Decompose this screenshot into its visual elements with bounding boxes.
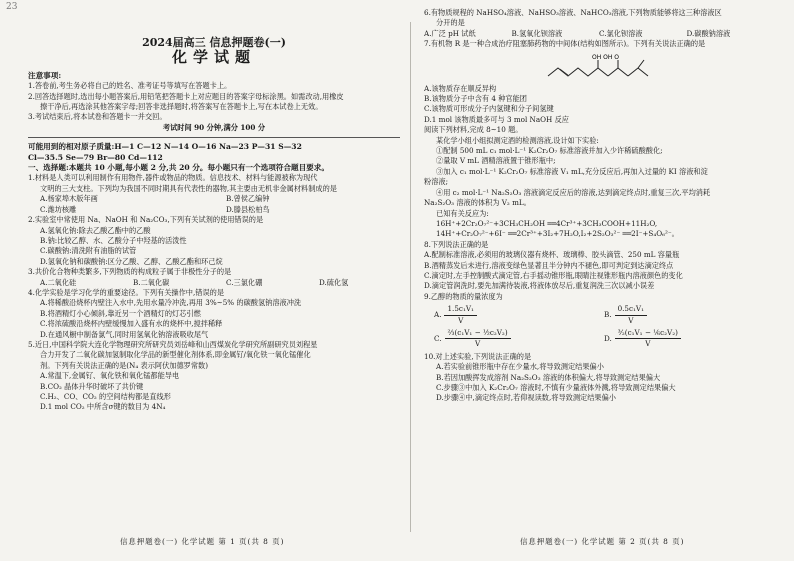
material-line: 16H⁺+2Cr₂O₇²⁻+3CH₃CH₂OH ══4Cr³⁺+3CH₃COOH+11H₂O, (436, 218, 658, 228)
material-line: ①配制 500 mL c₁ mol·L⁻¹ K₂Cr₂O₇ 标准溶液并加入少许稀硫酸酸化; (436, 146, 663, 156)
left-questions (28, 173, 400, 412)
question-text: 4.化学实验是学习化学的重要途径。下列有关操作中,错误的是 (28, 287, 225, 297)
question-text: 合力开发了二氧化碳加氢制取化学品的新型催化剂体系,即金属钌/氧化铁一氧化锰催化 (40, 350, 311, 360)
question-7 (424, 39, 774, 125)
exam-title: 2024届高三 信息押题卷(一) (142, 36, 286, 49)
material-block (424, 136, 774, 240)
material-line: ②量取 V mL 酒精溶液置于锥形瓶中; (436, 156, 556, 166)
note-line: 擦干净后,再选涂其他答案字母;回答非选择题时,将答案写在答题卡上,写在本试卷上无效。 (40, 102, 323, 112)
option: D.氢氧化钠和碳酸钠:区分乙酸、乙醇、乙酸乙酯和环己烷 (40, 256, 223, 266)
option: D.碳酸钠溶液 (686, 28, 731, 38)
option: B.酒精蒸发后未进行,溶液变绿色显著且半分钟内不褪色,即可判定到达滴定终点 (424, 260, 674, 270)
option: C.步骤③中加入 K₂Cr₂O₇ 溶液时,不慎有少量液体外溅,将导致测定结果偏大 (436, 383, 676, 392)
notes-block (28, 71, 400, 133)
material-intro: 阅读下列材料,完成 8~10 题。 (424, 125, 523, 135)
option: C.氯化钡溶液 (599, 28, 643, 38)
atomic-masses-line1: 可能用到的相对原子质量:H—1 C—12 N—14 O—16 Na—23 P—31 S—32 (28, 142, 302, 152)
formula-option-a: A. 1.5c₁V₁ V (434, 304, 604, 326)
exam-subject: 化学试题 (171, 48, 256, 67)
question-3 (28, 267, 400, 288)
question-5 (28, 340, 400, 413)
question-4 (28, 288, 400, 340)
corner-mark: 23 (6, 2, 18, 12)
option: A.该物质存在顺反异构 (424, 83, 497, 93)
option: D.步骤④中,滴定终点时,若仰视读数,将导致测定结果偏小 (436, 393, 616, 403)
note-line: 2.回答选择题时,选出每小题答案后,用铅笔把答题卡上对应题目的答案字母标涂黑。如需改动,用橡皮 (28, 91, 344, 101)
material-line: 粉溶液; (424, 177, 448, 187)
option: D.硫化氢 (319, 277, 349, 287)
option: A.杨家埠木版年画 (40, 194, 98, 204)
material-line: ③加入 c₁ mol·L⁻¹ K₂Cr₂O₇ 标准溶液 V₁ mL,充分反应后,再加入过量的 KI 溶液和淀 (436, 166, 708, 176)
options (28, 298, 400, 340)
option: B.二氧化碳 (133, 277, 170, 287)
material-line: 已知有关反应为: (436, 208, 489, 218)
option: A.常温下,金属钌、氧化铁和氧化锰都能导电 (40, 371, 180, 381)
formula-option-c: C. ⅔(c₁V₁ − ½c₂V₂) V (434, 328, 604, 350)
option: B.CO₂ 晶体升华时破坏了共价键 (40, 381, 144, 391)
note-line: 1.答卷前,考生务必将自己的姓名、准考证号等填写在答题卡上。 (28, 81, 232, 91)
question-text: 1.材料是人类可以利用制作有用物件,器件或物品的物质。信息技术、材料与能源被称为现代 (28, 173, 318, 183)
option: D.在通风橱中制备氯气,同时用氢氧化钠溶液吸收尾气 (40, 329, 209, 339)
option: C.滴定时,左手控制酸式滴定管,右手摇动锥形瓶,眼睛注视锥形瓶内溶液颜色的变化 (424, 270, 683, 280)
option: C.H₂、CO、CO₂ 的空间结构都是直线形 (40, 392, 171, 401)
option: B.曾侯乙编钟 (226, 194, 270, 204)
option: C.三氯化硼 (226, 277, 263, 287)
question-6 (424, 8, 774, 39)
question-text: 7.有机物 R 是一种合成治疗阻塞肺药物的中间体(结构如图所示)。下列有关说法正确的是 (424, 39, 706, 49)
question-text: 2.实验室中常使用 Na、NaOH 和 Na₂CO₃,下列有关试剂的使用错误的是 (28, 215, 264, 225)
question-9 (424, 292, 774, 350)
option: C.碳酸钠:清洗附有油脂的试管 (40, 246, 137, 256)
question-text: 9.乙醇的物质的量浓度为 (424, 291, 503, 301)
divider-line (28, 137, 400, 138)
option: D.滕县松柏鸟 (226, 204, 270, 214)
note-line: 3.考试结束后,将本试卷和答题卡一并交回。 (28, 112, 167, 122)
options (28, 226, 400, 268)
option: B.该物质分子中含有 4 种官能团 (424, 94, 527, 104)
question-1 (28, 173, 400, 215)
option: D.1 mol CO₂ 中所含σ键的数目为 4N₄ (40, 402, 166, 412)
option: B.氢氧化钡溶液 (511, 28, 563, 38)
question-text: 分开的是 (436, 18, 465, 28)
options (28, 371, 400, 413)
material-line: 某化学小组小组拟测定酒的检测溶液,设计如下实验: (436, 135, 599, 145)
question-text: 剂。下列有关说法正确的是(N₄ 表示阿伏加德罗常数) (40, 360, 209, 370)
footer-left: 信息押题卷(一) 化学试题 第 1 页(共 8 页) (120, 537, 285, 546)
atomic-masses-line2: Cl—35.5 Se—79 Br—80 Cd—112 (28, 152, 163, 162)
molecule-structure-icon (544, 52, 654, 82)
question-text: 8.下列说法正确的是 (424, 239, 489, 249)
question-text: 3.共价化合物种类繁多,下列物质的构成粒子属于非极性分子的是 (28, 267, 232, 277)
option: A.若实验前锥形瓶中存在少量水,将导致测定结果偏小 (436, 362, 604, 372)
formula-option-b: B. 0.5c₁V₁ V (604, 304, 774, 326)
option: B.将酒精灯小心倾斜,靠近另一个酒精灯的灯芯引燃 (40, 308, 201, 318)
option: D.1 mol 该物质最多可与 3 mol NaOH 反应 (424, 114, 569, 124)
option: C.潍坊核雕 (40, 204, 77, 214)
question-text: 5.近日,中国科学院大连化学物理研究所研究员刘岳峰和山西煤炭化学研究所副研究员刘程星 (28, 339, 318, 349)
section-heading: 一、选择题:本题共 10 小题,每小题 2 分,共 20 分。每小题只有一个选项符合题目要求。 (28, 163, 329, 173)
formula-option-d: D. ³⁄₂(c₁V₁ − ⅙c₂V₂) V (604, 328, 774, 350)
notes-heading: 注意事项: (28, 70, 62, 80)
column-divider (410, 22, 411, 532)
right-column (424, 8, 774, 404)
question-8 (424, 240, 774, 292)
question-text: 6.有物质规程的 NaHSO₄溶液、NaHSO₃溶液、NaHCO₃溶液,下列物质能够将这三种溶液区 (424, 8, 722, 17)
option: A.广泛 pH 试纸 (424, 28, 476, 38)
options (28, 278, 400, 288)
material-line: Na₂S₂O₃ 溶液的体积为 V₂ mL。 (424, 198, 531, 208)
option: A.氢氧化钠:除去乙酸乙酯中的乙酸 (40, 225, 151, 235)
material-line: 14H⁺+Cr₂O₇²⁻+6I⁻ ══2Cr³⁺+3I₂+7H₂O,I₂+2S₂O₃²⁻ ══2I⁻+S₄O₆²⁻。 (436, 229, 679, 239)
material-line: ④用 c₂ mol·L⁻¹ Na₂S₂O₃ 溶液滴定反应后的溶液,达到滴定终点时,重复三次,平均消耗 (436, 187, 711, 197)
exam-time: 考试时间 90 分钟,满分 100 分 (162, 122, 266, 132)
molecule-label: OH OH O (592, 53, 620, 61)
question-10 (424, 352, 774, 404)
question-2 (28, 215, 400, 267)
option: B.钠:比较乙醇、水、乙酸分子中羟基的活泼性 (40, 235, 187, 245)
option: A.将稀酸沿烧杯内壁注入水中,先用水量冷冲洗,再用 3%~5% 的碳酸氢钠溶液冲洗 (40, 298, 302, 308)
footer-right: 信息押题卷(一) 化学试题 第 2 页(共 8 页) (520, 537, 685, 546)
question-text: 10.对上述实验,下列说法正确的是 (424, 351, 532, 361)
left-column (28, 8, 400, 413)
option: C.该物质可形成分子内氢键和分子间氢键 (424, 104, 554, 114)
option: A.配制标准溶液,必须用的玻璃仪器有烧杯、玻璃棒、胶头滴管、250 mL 容量瓶 (424, 250, 680, 260)
option: A.二氧化硅 (40, 277, 77, 287)
option: C.将浓硫酸沿烧杯内壁缓慢加入盛有水的烧杯中,搅拌稀释 (40, 319, 223, 329)
question-text: 文明的三大支柱。下列均为我国不同时期具有代表性的器物,其主要由无机非金属材料制成的是 (40, 183, 337, 193)
options (28, 194, 400, 215)
option: D.滴定管润洗时,要先加满待装液,将液体放尽后,重复润洗三次以减小误差 (424, 281, 655, 291)
option: B.若因加酸挥发成溶剂 Na₂S₂O₃ 溶液的体积偏大,将导致测定结果偏大 (436, 372, 661, 382)
